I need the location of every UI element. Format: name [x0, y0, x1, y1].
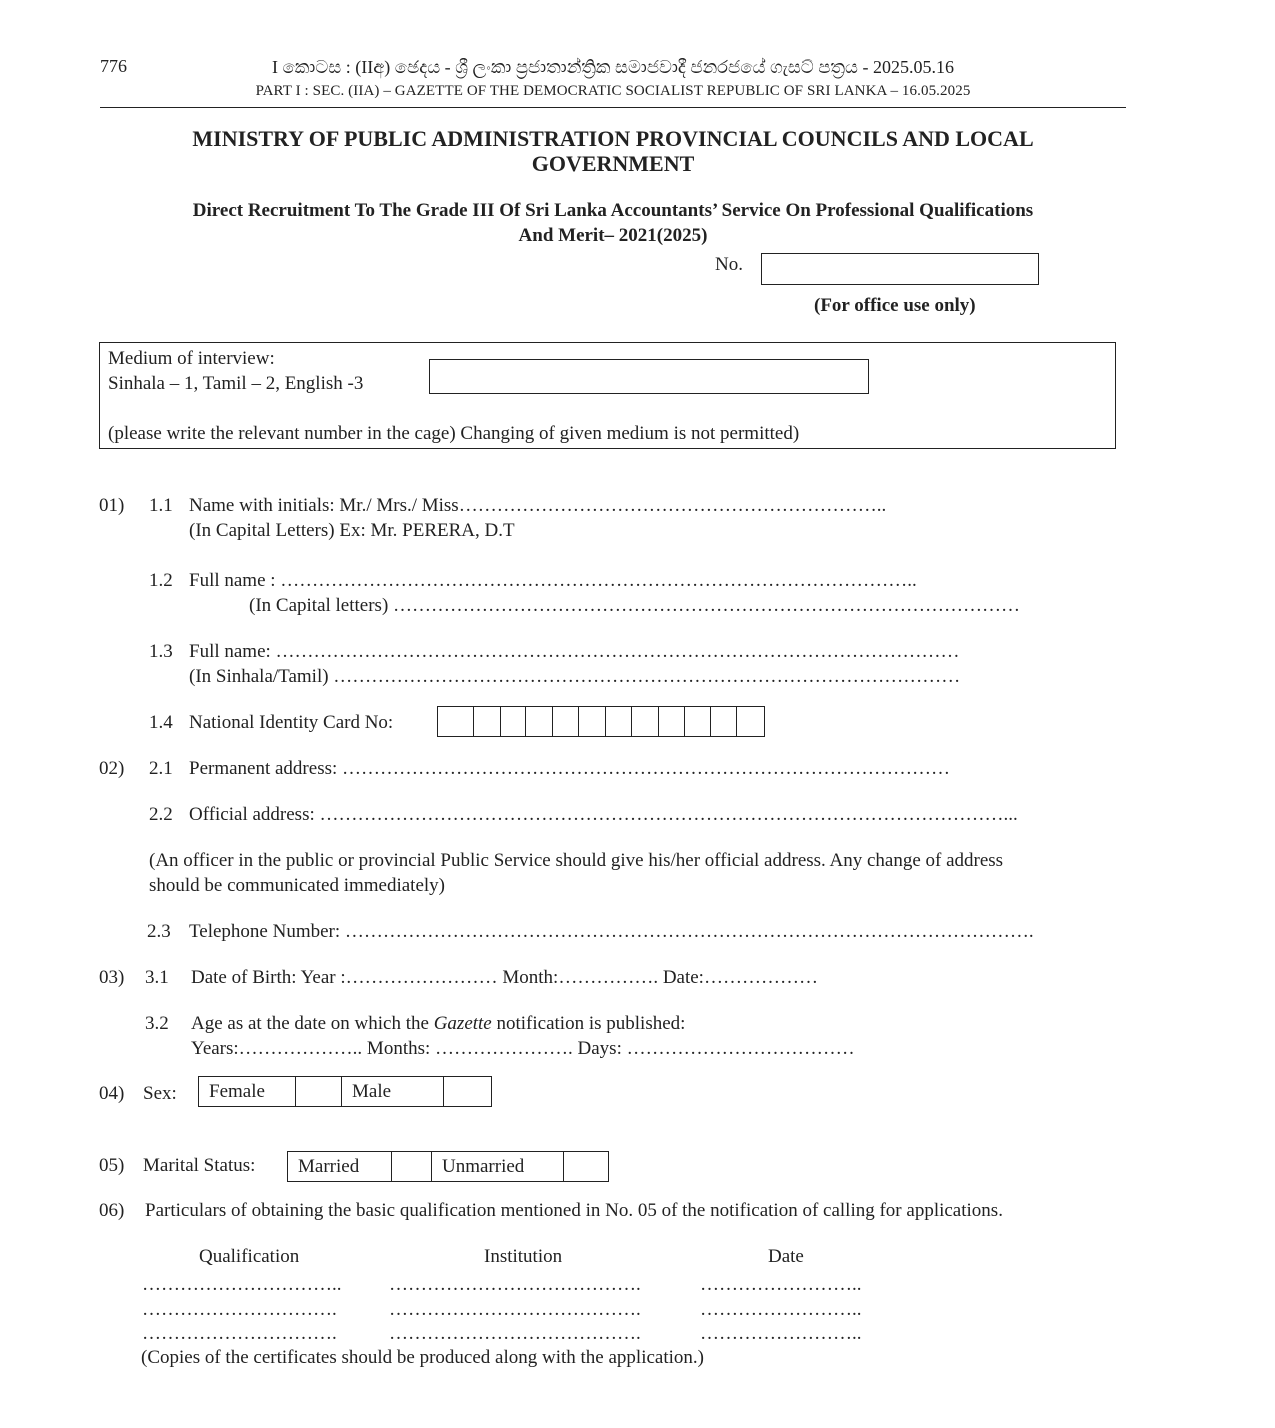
nic-cell[interactable] [501, 707, 527, 736]
nic-cell[interactable] [711, 707, 737, 736]
unmarried-label: Unmarried [432, 1152, 564, 1181]
header-english: PART I : SEC. (IIA) – GAZETTE OF THE DEMOCRATIC SOCIALIST REPUBLIC OF SRI LANKA – 16.05.2025 [255, 83, 971, 99]
sex-label: Sex: [143, 1083, 177, 1104]
section-03-number: 03) [99, 967, 125, 988]
ministry-title-line2: GOVERNMENT [531, 151, 695, 176]
official-address-field[interactable]: Official address: ………………………………………………………………………………………………... [189, 804, 1018, 825]
section-06-number: 06) [99, 1200, 125, 1221]
item-2-3-number: 2.3 [147, 921, 171, 942]
nic-cell[interactable] [526, 707, 553, 736]
female-checkbox[interactable] [296, 1077, 342, 1106]
nic-cell[interactable] [474, 707, 501, 736]
institution-field[interactable]: …………………………………. [389, 1323, 641, 1344]
nic-cell[interactable] [579, 707, 606, 736]
nic-cell[interactable] [737, 707, 764, 736]
item-1-4-number: 1.4 [149, 712, 173, 733]
nic-cell[interactable] [606, 707, 632, 736]
institution-field[interactable]: …………………………………. [389, 1274, 641, 1295]
medium-note: (please write the relevant number in the cage) Changing of given medium is not permitted) [108, 423, 800, 444]
nic-cell[interactable] [632, 707, 659, 736]
column-qualification: Qualification [199, 1246, 300, 1267]
date-field[interactable]: …………………….. [700, 1274, 862, 1295]
marital-status-options [287, 1151, 609, 1182]
qualification-instruction: Particulars of obtaining the basic qualification mentioned in No. 05 of the notification of calling for applications. [145, 1200, 1003, 1221]
item-3-2-number: 3.2 [145, 1013, 169, 1034]
full-name-field[interactable]: Full name : ……………………………………………………………………………………….. [189, 570, 917, 591]
item-2-2-number: 2.2 [149, 804, 173, 825]
nic-label: National Identity Card No: [189, 712, 394, 733]
item-2-1-number: 2.1 [149, 758, 173, 779]
age-label: Age as at the date on which the Gazette notification is published: [191, 1013, 686, 1034]
certificates-note: (Copies of the certificates should be produced along with the application.) [141, 1347, 704, 1368]
permanent-address-field[interactable]: Permanent address: …………………………………………………………………………………… [189, 758, 951, 779]
full-name-sinhala-tamil-field[interactable]: (In Sinhala/Tamil) ……………………………………………………………………………………… [189, 666, 961, 687]
header-sinhala: I කොටස : (IIඅ) ඡෙදය - ශ්‍රී ලංකා ප්‍රජාතාන්ත්‍රික සමාජවාදී ජනරජයේ ගැසට් පත්‍රය - 2025.05.16 [272, 57, 954, 77]
unmarried-checkbox[interactable] [564, 1152, 608, 1181]
item-1-1-number: 1.1 [149, 495, 173, 516]
married-checkbox[interactable] [392, 1152, 432, 1181]
date-field[interactable]: …………………….. [700, 1299, 862, 1320]
nic-cell[interactable] [553, 707, 579, 736]
medium-options: Sinhala – 1, Tamil – 2, English -3 [108, 373, 364, 394]
marital-status-label: Marital Status: [143, 1155, 256, 1176]
male-checkbox[interactable] [444, 1077, 491, 1106]
item-3-1-number: 3.1 [145, 967, 169, 988]
date-field[interactable]: …………………….. [700, 1323, 862, 1344]
qualification-field[interactable]: …………………………. [142, 1299, 337, 1320]
section-02-number: 02) [99, 758, 125, 779]
age-field[interactable]: Years:……………….. Months: …………………. Days: ……………………………… [191, 1038, 855, 1059]
name-with-initials-field[interactable]: Name with initials: Mr./ Mrs./ Miss………………………………………………………….. [189, 495, 887, 516]
female-label: Female [199, 1077, 296, 1106]
page-number: 776 [100, 56, 127, 76]
medium-input[interactable] [429, 359, 869, 394]
column-date: Date [768, 1246, 804, 1267]
column-institution: Institution [484, 1246, 563, 1267]
office-no-field[interactable] [761, 253, 1039, 285]
address-note-line2: should be communicated immediately) [149, 875, 446, 896]
date-of-birth-field[interactable]: Date of Birth: Year :…………………… Month:……………. Date:……………… [191, 967, 818, 988]
qualification-field[interactable]: ………………………….. [142, 1274, 342, 1295]
qualification-field[interactable]: …………………………. [142, 1323, 337, 1344]
recruitment-title-line2: And Merit– 2021(2025) [518, 225, 708, 246]
item-1-2-number: 1.2 [149, 570, 173, 591]
nic-input-grid[interactable] [437, 706, 765, 737]
full-name-capital-field[interactable]: (In Capital letters) ……………………………………………………………………………………… [249, 595, 1021, 616]
sex-options [198, 1076, 492, 1107]
item-1-3-number: 1.3 [149, 641, 173, 662]
telephone-field[interactable]: Telephone Number: ………………………………………………………………………………………………. [189, 921, 1034, 942]
nic-cell[interactable] [685, 707, 712, 736]
name-with-initials-hint: (In Capital Letters) Ex: Mr. PERERA, D.T [189, 520, 515, 541]
section-05-number: 05) [99, 1155, 125, 1176]
medium-label: Medium of interview: [108, 348, 275, 369]
office-use-note: (For office use only) [814, 295, 976, 316]
section-04-number: 04) [99, 1083, 125, 1104]
recruitment-title: Direct Recruitment To The Grade III Of Sri Lanka Accountants’ Service On Professional Qualifications [192, 200, 1034, 221]
institution-field[interactable]: …………………………………. [389, 1299, 641, 1320]
address-note: (An officer in the public or provincial Public Service should give his/her official address. Any change of address [149, 850, 1004, 871]
office-no-label: No. [715, 254, 743, 275]
married-label: Married [288, 1152, 392, 1181]
section-01-number: 01) [99, 495, 125, 516]
header-rule [100, 107, 1126, 108]
male-label: Male [342, 1077, 444, 1106]
ministry-title: MINISTRY OF PUBLIC ADMINISTRATION PROVINCIAL COUNCILS AND LOCAL [192, 126, 1034, 151]
nic-cell[interactable] [659, 707, 685, 736]
full-name-local-field[interactable]: Full name: ……………………………………………………………………………………………… [189, 641, 960, 662]
nic-cell[interactable] [438, 707, 474, 736]
